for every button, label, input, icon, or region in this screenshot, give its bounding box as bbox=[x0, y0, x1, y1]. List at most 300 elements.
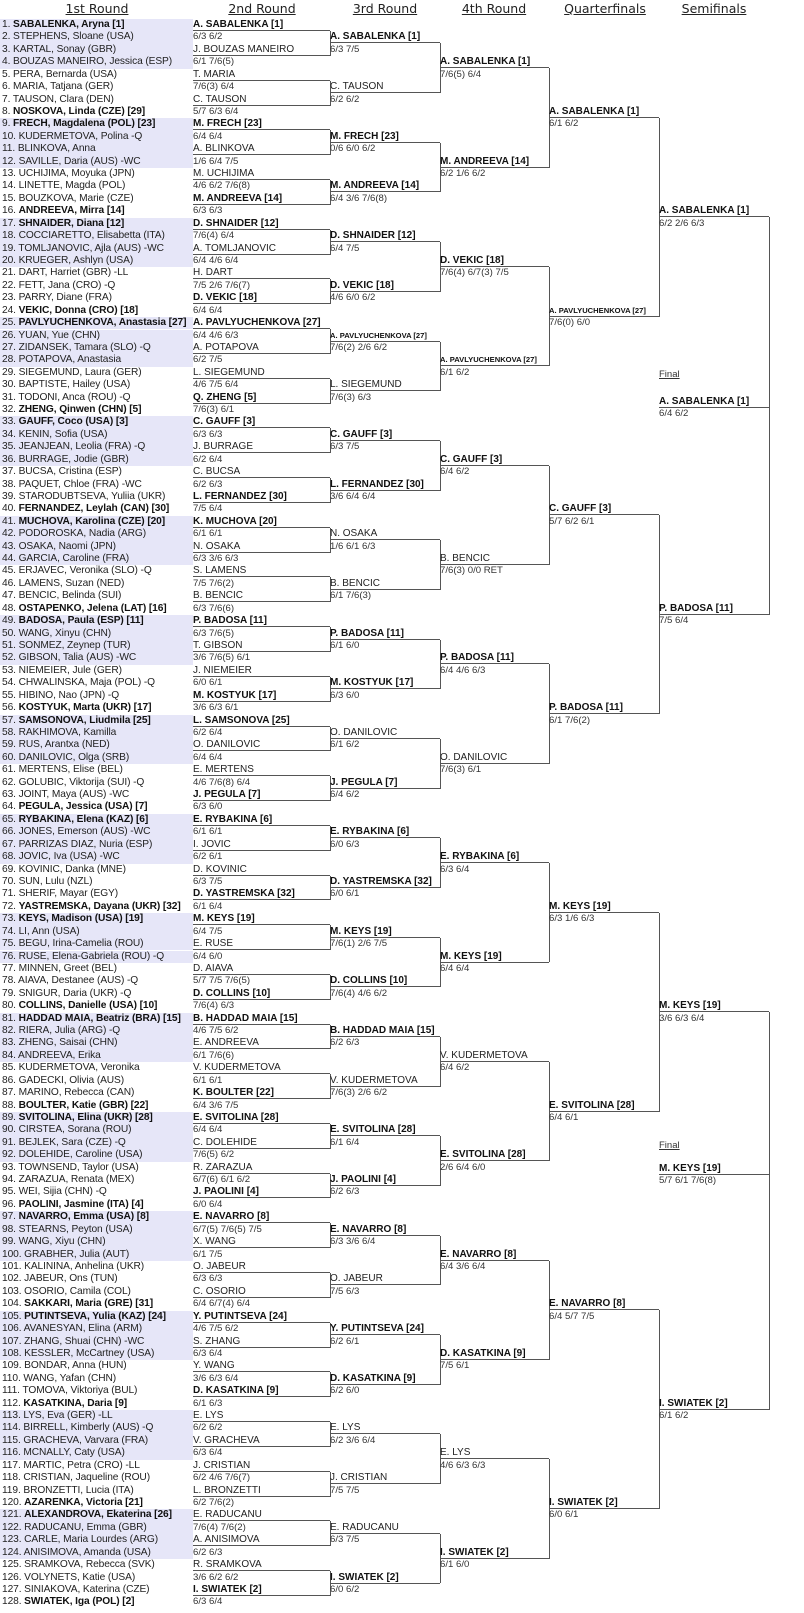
draw-entry[interactable] bbox=[0, 1460, 193, 1472]
entry-number: 124. bbox=[2, 1546, 24, 1558]
round2-winner[interactable]: E. SVITOLINA [28] bbox=[193, 1112, 330, 1124]
draw-entry[interactable] bbox=[0, 1447, 193, 1459]
draw-entry[interactable] bbox=[0, 69, 193, 81]
round3-winner[interactable]: O. JABEUR bbox=[330, 1273, 440, 1285]
draw-entry[interactable] bbox=[0, 330, 193, 342]
round3-winner[interactable]: I. SWIATEK [2] bbox=[330, 1572, 440, 1584]
round2-winner[interactable]: E. MERTENS bbox=[193, 764, 330, 776]
draw-entry[interactable] bbox=[0, 1199, 193, 1211]
draw-entry[interactable] bbox=[0, 491, 193, 503]
entry-number: 74. bbox=[2, 925, 19, 937]
player-name: MARTIC bbox=[23, 1459, 62, 1471]
draw-entry[interactable] bbox=[0, 131, 193, 143]
round4-winner[interactable]: A. PAVLYUCHENKOVA [27] bbox=[440, 354, 549, 366]
round4-winner[interactable]: E. RYBAKINA [6] bbox=[440, 851, 549, 863]
player-details: , Clara (DEN) bbox=[53, 93, 114, 105]
draw-entry[interactable] bbox=[0, 255, 193, 267]
draw-entry[interactable] bbox=[0, 1485, 193, 1497]
draw-entry[interactable] bbox=[0, 193, 193, 205]
draw-entry[interactable] bbox=[0, 1211, 193, 1223]
round2-winner[interactable]: A. BLINKOVA bbox=[193, 143, 330, 155]
draw-entry[interactable] bbox=[0, 1323, 193, 1335]
draw-entry[interactable] bbox=[0, 1249, 193, 1261]
draw-entry[interactable] bbox=[0, 1385, 193, 1397]
draw-entry[interactable] bbox=[0, 1087, 193, 1099]
final-label: Final bbox=[659, 369, 680, 380]
player-name: ZIDANSEK bbox=[18, 341, 69, 353]
round2-winner[interactable]: J. PEGULA [7] bbox=[193, 789, 330, 801]
round2-winner[interactable]: Y. WANG bbox=[193, 1360, 330, 1372]
round3-winner[interactable]: E. NAVARRO [8] bbox=[330, 1224, 440, 1236]
draw-entry[interactable] bbox=[0, 640, 193, 652]
round2-winner[interactable]: A. ANISIMOVA bbox=[193, 1534, 330, 1546]
round2-winner[interactable]: D. KOVINIC bbox=[193, 864, 330, 876]
draw-entry[interactable] bbox=[0, 94, 193, 106]
round2-winner[interactable]: L. FERNANDEZ [30] bbox=[193, 491, 330, 503]
draw-entry[interactable] bbox=[0, 305, 193, 317]
round2-winner[interactable]: K. BOULTER [22] bbox=[193, 1087, 330, 1099]
draw-entry[interactable] bbox=[0, 81, 193, 93]
round2-winner[interactable]: A. TOMLJANOVIC bbox=[193, 243, 330, 255]
round4-winner[interactable]: M. ANDREEVA [14] bbox=[440, 156, 549, 168]
quarterfinals-winner[interactable]: E. SVITOLINA [28] bbox=[549, 1100, 659, 1112]
round2-score: 5/7 6/3 6/4 bbox=[193, 105, 239, 117]
draw-entry[interactable] bbox=[0, 1000, 193, 1012]
draw-entry[interactable] bbox=[0, 180, 193, 192]
round4-winner[interactable]: B. BENCIC bbox=[440, 553, 549, 565]
round4-winner[interactable]: A. SABALENKA [1] bbox=[440, 56, 549, 68]
draw-entry[interactable] bbox=[0, 727, 193, 739]
round2-winner[interactable]: O. DANILOVIC bbox=[193, 739, 330, 751]
draw-entry[interactable] bbox=[0, 1534, 193, 1546]
round2-winner[interactable]: C. OSORIO bbox=[193, 1286, 330, 1298]
draw-entry[interactable] bbox=[0, 541, 193, 553]
draw-entry[interactable] bbox=[0, 479, 193, 491]
draw-entry[interactable] bbox=[0, 1547, 193, 1559]
draw-entry[interactable] bbox=[0, 1186, 193, 1198]
round3-winner[interactable]: D. SHNAIDER [12] bbox=[330, 230, 440, 242]
round3-winner[interactable]: N. OSAKA bbox=[330, 528, 440, 540]
round3-winner[interactable]: D. VEKIC [18] bbox=[330, 280, 440, 292]
draw-entry[interactable] bbox=[0, 454, 193, 466]
draw-entry[interactable] bbox=[0, 739, 193, 751]
draw-entry[interactable] bbox=[0, 292, 193, 304]
round3-winner[interactable]: C. TAUSON bbox=[330, 81, 440, 93]
round2-winner[interactable]: J. PAOLINI [4] bbox=[193, 1186, 330, 1198]
semifinals-winner[interactable]: M. KEYS [19] bbox=[659, 1000, 769, 1012]
round2-winner[interactable]: J. NIEMEIER bbox=[193, 665, 330, 677]
draw-entry[interactable] bbox=[0, 1298, 193, 1310]
draw-entry[interactable] bbox=[0, 1037, 193, 1049]
draw-entry[interactable] bbox=[0, 876, 193, 888]
draw-entry[interactable] bbox=[0, 1559, 193, 1571]
player-name: SNIGUR bbox=[18, 987, 58, 999]
round3-winner[interactable]: L. SIEGEMUND bbox=[330, 379, 440, 391]
round2-winner[interactable]: C. DOLEHIDE bbox=[193, 1137, 330, 1149]
round4-winner[interactable]: E. NAVARRO [8] bbox=[440, 1249, 549, 1261]
player-details: , Iva (USA) -WC bbox=[48, 851, 120, 863]
draw-entry[interactable] bbox=[0, 1572, 193, 1584]
quarterfinals-winner[interactable]: I. SWIATEK [2] bbox=[549, 1497, 659, 1509]
draw-entry[interactable] bbox=[0, 1174, 193, 1186]
draw-entry[interactable] bbox=[0, 752, 193, 764]
round2-winner[interactable]: T. MARIA bbox=[193, 69, 330, 81]
round2-winner[interactable]: A. SABALENKA [1] bbox=[193, 19, 330, 31]
quarterfinals-winner[interactable]: A. PAVLYUCHENKOVA [27] bbox=[549, 305, 659, 317]
round2-winner[interactable]: K. MUCHOVA [20] bbox=[193, 516, 330, 528]
draw-entry[interactable] bbox=[0, 913, 193, 925]
draw-entry[interactable] bbox=[0, 702, 193, 714]
round2-winner[interactable]: A. PAVLYUCHENKOVA [27] bbox=[193, 317, 330, 329]
round2-winner[interactable]: X. WANG bbox=[193, 1236, 330, 1248]
draw-entry[interactable] bbox=[0, 1584, 193, 1596]
round2-winner[interactable]: I. JOVIC bbox=[193, 839, 330, 851]
round2-winner[interactable]: D. VEKIC [18] bbox=[193, 292, 330, 304]
draw-entry[interactable] bbox=[0, 1112, 193, 1124]
player-name: BIRRELL bbox=[23, 1422, 66, 1434]
draw-entry[interactable] bbox=[0, 565, 193, 577]
draw-entry[interactable] bbox=[0, 590, 193, 602]
draw-entry[interactable] bbox=[0, 31, 193, 43]
draw-entry[interactable] bbox=[0, 44, 193, 56]
draw-entry[interactable] bbox=[0, 1261, 193, 1273]
round2-winner[interactable]: M. FRECH [23] bbox=[193, 118, 330, 130]
player-details: , Viktoriya (BUL) bbox=[65, 1385, 138, 1397]
player-details: , Anca (ROU) -Q bbox=[57, 391, 131, 403]
round3-winner[interactable]: C. GAUFF [3] bbox=[330, 429, 440, 441]
round4-winner[interactable]: E. SVITOLINA [28] bbox=[440, 1149, 549, 1161]
draw-entry[interactable] bbox=[0, 1013, 193, 1025]
round2-winner[interactable]: V. GRACHEVA bbox=[193, 1435, 330, 1447]
draw-entry[interactable] bbox=[0, 1224, 193, 1236]
round2-winner[interactable]: B. BENCIC bbox=[193, 590, 330, 602]
draw-entry[interactable] bbox=[0, 392, 193, 404]
draw-entry[interactable] bbox=[0, 615, 193, 627]
draw-entry[interactable] bbox=[0, 938, 193, 950]
draw-entry[interactable] bbox=[0, 429, 193, 441]
draw-entry[interactable] bbox=[0, 56, 193, 68]
round3-winner[interactable]: M. KOSTYUK [17] bbox=[330, 677, 440, 689]
round2-winner[interactable]: E. LYS bbox=[193, 1410, 330, 1422]
player-details: , Ashlyn (USA) bbox=[68, 254, 134, 266]
round4-winner[interactable]: M. KEYS [19] bbox=[440, 951, 549, 963]
round3-winner[interactable]: J. PAOLINI [4] bbox=[330, 1174, 440, 1186]
semifinals-winner[interactable]: I. SWIATEK [2] bbox=[659, 1398, 769, 1410]
round2-winner[interactable]: J. CRISTIAN bbox=[193, 1460, 330, 1472]
player-name: COLLINS bbox=[18, 1000, 63, 1012]
round2-score: 6/1 6/1 bbox=[193, 528, 223, 540]
round4-winner[interactable]: D. KASATKINA [9] bbox=[440, 1348, 549, 1360]
round2-winner[interactable]: I. SWIATEK [2] bbox=[193, 1584, 330, 1596]
player-name: RADUCANU bbox=[24, 1521, 82, 1533]
entry-number: 110. bbox=[2, 1372, 24, 1384]
round4-score: 7/6(4) 6/7(3) 7/5 bbox=[440, 267, 509, 279]
round2-winner[interactable]: M. KOSTYUK [17] bbox=[193, 690, 330, 702]
draw-entry[interactable] bbox=[0, 416, 193, 428]
draw-entry[interactable] bbox=[0, 106, 193, 118]
draw-entry[interactable] bbox=[0, 951, 193, 963]
draw-entry[interactable] bbox=[0, 975, 193, 987]
round2-score: 6/1 6/1 bbox=[193, 1074, 223, 1086]
round2-winner[interactable]: S. LAMENS bbox=[193, 565, 330, 577]
draw-entry[interactable] bbox=[0, 1075, 193, 1087]
round2-winner[interactable]: B. HADDAD MAIA [15] bbox=[193, 1013, 330, 1025]
round2-winner[interactable]: A. POTAPOVA bbox=[193, 342, 330, 354]
round2-winner[interactable]: L. BRONZETTI bbox=[193, 1485, 330, 1497]
round2-winner[interactable]: V. KUDERMETOVA bbox=[193, 1062, 330, 1074]
draw-entry[interactable] bbox=[0, 1472, 193, 1484]
round3-winner[interactable]: A. SABALENKA [1] bbox=[330, 31, 440, 43]
player-name: PEGULA bbox=[18, 801, 61, 813]
draw-entry[interactable] bbox=[0, 839, 193, 851]
draw-entry[interactable] bbox=[0, 280, 193, 292]
draw-entry[interactable] bbox=[0, 205, 193, 217]
draw-entry[interactable] bbox=[0, 168, 193, 180]
player-name: RYBAKINA bbox=[18, 813, 72, 825]
round3-winner[interactable]: A. PAVLYUCHENKOVA [27] bbox=[330, 330, 440, 342]
round2-score: 6/4 4/6 6/4 bbox=[193, 254, 239, 266]
player-details: , Ajla (AUS) -WC bbox=[89, 242, 164, 254]
round3-winner[interactable]: E. SVITOLINA [28] bbox=[330, 1124, 440, 1136]
draw-entry[interactable] bbox=[0, 1311, 193, 1323]
round2-winner[interactable]: J. BOUZAS MANEIRO bbox=[193, 44, 330, 56]
round2-winner[interactable]: C. BUCSA bbox=[193, 466, 330, 478]
draw-entry[interactable] bbox=[0, 1360, 193, 1372]
draw-entry[interactable] bbox=[0, 1149, 193, 1161]
draw-entry[interactable] bbox=[0, 888, 193, 900]
draw-entry[interactable] bbox=[0, 1398, 193, 1410]
round3-winner[interactable]: E. RADUCANU bbox=[330, 1522, 440, 1534]
draw-entry[interactable] bbox=[0, 1273, 193, 1285]
round4-winner[interactable]: E. LYS bbox=[440, 1447, 549, 1459]
draw-entry[interactable] bbox=[0, 503, 193, 515]
draw-entry[interactable] bbox=[0, 230, 193, 242]
player-details: , Taylor (USA) bbox=[76, 1161, 139, 1173]
draw-entry[interactable] bbox=[0, 1100, 193, 1112]
round4-winner[interactable]: D. VEKIC [18] bbox=[440, 255, 549, 267]
round2-winner[interactable]: T. GIBSON bbox=[193, 640, 330, 652]
round2-winner[interactable]: D. SHNAIDER [12] bbox=[193, 218, 330, 230]
draw-entry[interactable] bbox=[0, 404, 193, 416]
draw-entry[interactable] bbox=[0, 1435, 193, 1447]
draw-entry[interactable] bbox=[0, 1596, 193, 1608]
player-name: NOSKOVA bbox=[13, 105, 64, 117]
draw-entry[interactable] bbox=[0, 826, 193, 838]
entry-number: 8. bbox=[2, 105, 14, 117]
round2-score: 6/3 7/5 bbox=[193, 875, 223, 887]
draw-entry[interactable] bbox=[0, 851, 193, 863]
round3-winner[interactable]: M. KEYS [19] bbox=[330, 926, 440, 938]
round2-winner[interactable]: Y. PUTINTSEVA [24] bbox=[193, 1311, 330, 1323]
round3-winner[interactable]: O. DANILOVIC bbox=[330, 727, 440, 739]
draw-entry[interactable] bbox=[0, 143, 193, 155]
player-details: , Mayar (EGY) bbox=[54, 888, 119, 900]
player-name: TOMOVA bbox=[22, 1385, 66, 1397]
draw-entry[interactable] bbox=[0, 243, 193, 255]
entry-number: 43. bbox=[2, 540, 19, 552]
round3-winner[interactable]: E. LYS bbox=[330, 1422, 440, 1434]
round2-winner[interactable]: O. JABEUR bbox=[193, 1261, 330, 1273]
draw-entry[interactable] bbox=[0, 1162, 193, 1174]
draw-entry[interactable] bbox=[0, 317, 193, 329]
draw-entry[interactable] bbox=[0, 1509, 193, 1521]
draw-entry[interactable] bbox=[0, 354, 193, 366]
quarterfinals-winner[interactable]: C. GAUFF [3] bbox=[549, 503, 659, 515]
semifinals-winner[interactable]: P. BADOSA [11] bbox=[659, 603, 769, 615]
quarterfinals-winner[interactable]: A. SABALENKA [1] bbox=[549, 106, 659, 118]
draw-entry[interactable] bbox=[0, 1236, 193, 1248]
player-details: , Elise (BEL) bbox=[67, 764, 123, 776]
round3-score: 7/5 6/3 bbox=[330, 1285, 360, 1297]
draw-entry[interactable] bbox=[0, 963, 193, 975]
draw-entry[interactable] bbox=[0, 1422, 193, 1434]
round2-winner[interactable]: R. SRAMKOVA bbox=[193, 1559, 330, 1571]
round4-winner[interactable]: P. BADOSA [11] bbox=[440, 652, 549, 664]
draw-entry[interactable] bbox=[0, 988, 193, 1000]
draw-entry[interactable] bbox=[0, 1050, 193, 1062]
draw-entry[interactable] bbox=[0, 379, 193, 391]
round3-score: 6/3 7/5 bbox=[330, 1534, 360, 1546]
draw-entry[interactable] bbox=[0, 1348, 193, 1360]
draw-entry[interactable] bbox=[0, 156, 193, 168]
draw-entry[interactable] bbox=[0, 603, 193, 615]
draw-entry[interactable] bbox=[0, 864, 193, 876]
round3-winner[interactable]: D. KASATKINA [9] bbox=[330, 1373, 440, 1385]
round3-winner[interactable]: J. PEGULA [7] bbox=[330, 777, 440, 789]
draw-entry[interactable] bbox=[0, 1137, 193, 1149]
round2-winner[interactable]: C. GAUFF [3] bbox=[193, 416, 330, 428]
draw-entry[interactable] bbox=[0, 267, 193, 279]
player-details: , Maria Lourdes (ARG) bbox=[57, 1534, 159, 1546]
round2-winner[interactable]: H. DART bbox=[193, 267, 330, 279]
draw-entry[interactable] bbox=[0, 814, 193, 826]
draw-entry[interactable] bbox=[0, 690, 193, 702]
draw-entry[interactable] bbox=[0, 777, 193, 789]
draw-entry[interactable] bbox=[0, 553, 193, 565]
draw-entry[interactable] bbox=[0, 1336, 193, 1348]
round3-winner[interactable]: M. FRECH [23] bbox=[330, 131, 440, 143]
draw-entry[interactable] bbox=[0, 715, 193, 727]
round2-winner[interactable]: E. RYBAKINA [6] bbox=[193, 814, 330, 826]
draw-entry[interactable] bbox=[0, 1522, 193, 1534]
round2-winner[interactable]: Q. ZHENG [5] bbox=[193, 392, 330, 404]
round3-winner[interactable]: P. BADOSA [11] bbox=[330, 628, 440, 640]
draw-entry[interactable] bbox=[0, 926, 193, 938]
round2-winner[interactable]: N. OSAKA bbox=[193, 541, 330, 553]
round2-winner[interactable]: J. BURRAGE bbox=[193, 441, 330, 453]
round2-winner[interactable]: P. BADOSA [11] bbox=[193, 615, 330, 627]
entry-number: 57. bbox=[2, 714, 19, 726]
round4-winner[interactable]: I. SWIATEK [2] bbox=[440, 1547, 549, 1559]
round3-winner[interactable]: D. COLLINS [10] bbox=[330, 975, 440, 987]
entry-number: 64. bbox=[2, 801, 19, 813]
quarterfinals-winner[interactable]: P. BADOSA [11] bbox=[549, 702, 659, 714]
round2-winner[interactable]: D. COLLINS [10] bbox=[193, 988, 330, 1000]
round2-winner[interactable]: E. NAVARRO [8] bbox=[193, 1211, 330, 1223]
round2-winner[interactable]: S. ZHANG bbox=[193, 1336, 330, 1348]
round2-winner[interactable]: M. ANDREEVA [14] bbox=[193, 193, 330, 205]
draw-entry[interactable] bbox=[0, 578, 193, 590]
round2-winner[interactable]: D. AIAVA bbox=[193, 963, 330, 975]
round2-winner[interactable]: R. ZARAZUA bbox=[193, 1162, 330, 1174]
player-name: YASTREMSKA bbox=[18, 900, 88, 912]
draw-entry[interactable] bbox=[0, 1497, 193, 1509]
draw-entry[interactable] bbox=[0, 466, 193, 478]
draw-entry[interactable] bbox=[0, 1025, 193, 1037]
draw-entry[interactable] bbox=[0, 628, 193, 640]
player-name: OSAKA bbox=[18, 540, 54, 552]
draw-entry[interactable] bbox=[0, 1286, 193, 1298]
round3-winner[interactable]: V. KUDERMETOVA bbox=[330, 1075, 440, 1087]
final-winner[interactable]: M. KEYS [19] bbox=[659, 1163, 769, 1175]
round4-winner[interactable]: V. KUDERMETOVA bbox=[440, 1050, 549, 1062]
draw-entry[interactable] bbox=[0, 652, 193, 664]
round3-winner[interactable]: J. CRISTIAN bbox=[330, 1472, 440, 1484]
draw-entry[interactable] bbox=[0, 118, 193, 130]
draw-entry[interactable] bbox=[0, 1373, 193, 1385]
entry-number: 105. bbox=[2, 1310, 25, 1322]
draw-entry[interactable] bbox=[0, 218, 193, 230]
round2-winner[interactable]: M. KEYS [19] bbox=[193, 913, 330, 925]
draw-entry[interactable] bbox=[0, 801, 193, 813]
player-details: , Greet (BEL) bbox=[58, 962, 117, 974]
round3-winner[interactable]: B. HADDAD MAIA [15] bbox=[330, 1025, 440, 1037]
round3-winner[interactable]: L. FERNANDEZ [30] bbox=[330, 479, 440, 491]
draw-entry[interactable] bbox=[0, 342, 193, 354]
quarterfinals-winner[interactable]: E. NAVARRO [8] bbox=[549, 1298, 659, 1310]
round3-winner[interactable]: B. BENCIC bbox=[330, 578, 440, 590]
quarterfinals-winner[interactable]: M. KEYS [19] bbox=[549, 901, 659, 913]
entry-number: 55. bbox=[2, 689, 19, 701]
final-winner[interactable]: A. SABALENKA [1] bbox=[659, 396, 769, 408]
draw-entry[interactable] bbox=[0, 1062, 193, 1074]
quarterfinals-score: 6/3 1/6 6/3 bbox=[549, 913, 595, 925]
round2-winner[interactable]: E. ANDREEVA bbox=[193, 1037, 330, 1049]
draw-entry[interactable] bbox=[0, 1410, 193, 1422]
round2-winner[interactable]: E. RADUCANU bbox=[193, 1509, 330, 1521]
round3-score: 6/4 7/5 bbox=[330, 242, 360, 254]
round2-winner[interactable]: E. RUSE bbox=[193, 938, 330, 950]
player-name: RUS bbox=[18, 739, 40, 751]
draw-entry[interactable] bbox=[0, 665, 193, 677]
round4-winner[interactable]: O. DANILOVIC bbox=[440, 752, 549, 764]
round2-winner[interactable]: D. YASTREMSKA [32] bbox=[193, 888, 330, 900]
draw-entry[interactable] bbox=[0, 528, 193, 540]
round2-winner[interactable]: M. UCHIJIMA bbox=[193, 168, 330, 180]
round3-winner[interactable]: D. YASTREMSKA [32] bbox=[330, 876, 440, 888]
round3-score: 7/6(2) 2/6 6/2 bbox=[330, 341, 388, 353]
draw-entry[interactable] bbox=[0, 1124, 193, 1136]
draw-entry[interactable] bbox=[0, 764, 193, 776]
round2-winner[interactable]: L. SIEGEMUND bbox=[193, 367, 330, 379]
semifinals-winner[interactable]: A. SABALENKA [1] bbox=[659, 205, 769, 217]
draw-entry[interactable] bbox=[0, 677, 193, 689]
round2-winner[interactable]: L. SAMSONOVA [25] bbox=[193, 715, 330, 727]
draw-entry[interactable] bbox=[0, 789, 193, 801]
draw-entry[interactable] bbox=[0, 516, 193, 528]
round4-winner[interactable]: C. GAUFF [3] bbox=[440, 454, 549, 466]
entry-number: 115. bbox=[2, 1434, 24, 1446]
round3-winner[interactable]: M. ANDREEVA [14] bbox=[330, 180, 440, 192]
draw-entry[interactable] bbox=[0, 19, 193, 31]
round3-winner[interactable]: Y. PUTINTSEVA [24] bbox=[330, 1323, 440, 1335]
round3-winner[interactable]: E. RYBAKINA [6] bbox=[330, 826, 440, 838]
round2-winner[interactable]: D. KASATKINA [9] bbox=[193, 1385, 330, 1397]
draw-entry[interactable] bbox=[0, 367, 193, 379]
round2-winner[interactable]: C. TAUSON bbox=[193, 94, 330, 106]
draw-entry[interactable] bbox=[0, 901, 193, 913]
draw-entry[interactable] bbox=[0, 441, 193, 453]
